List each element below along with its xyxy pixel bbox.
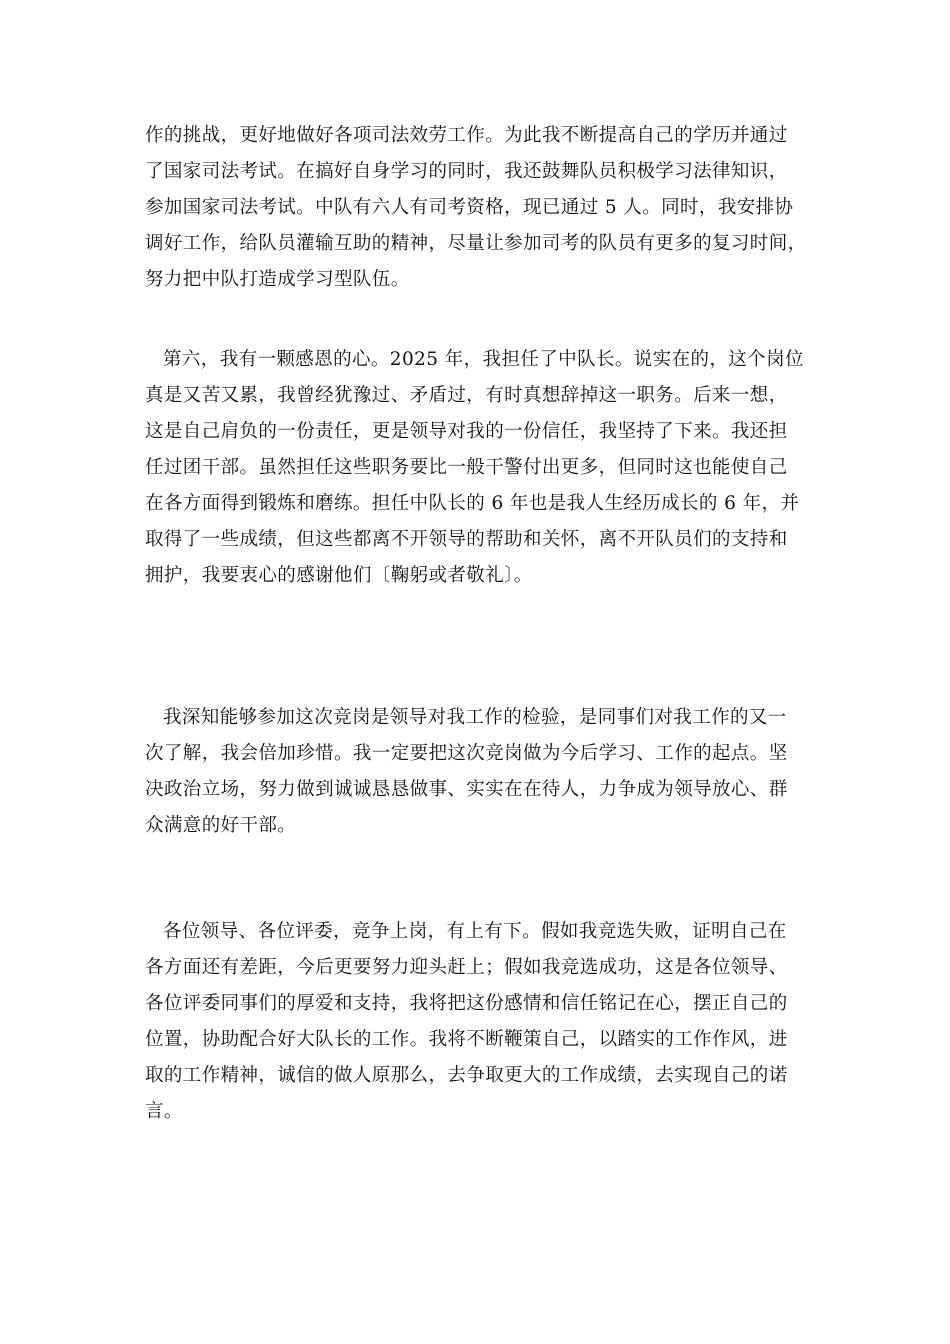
paragraph-1: [145, 118, 810, 298]
text-line: 第六，我有一颗感恩的心。2025 年，我担任了中队长。说实在的，这个岗位: [163, 349, 804, 370]
text-line: 各位领导、各位评委，竞争上岗，有上有下。假如我竞选失败，证明自己在: [163, 921, 787, 942]
text-line: 参加国家司法考试。中队有六人有司考资格，现已通过 5 人。同时，我安排协: [145, 197, 794, 218]
text-line: 众满意的好干部。: [145, 815, 297, 836]
paragraph-2: [145, 342, 810, 594]
text-line: 我深知能够参加这次竞岗是领导对我工作的检验，是同事们对我工作的又一: [163, 707, 787, 728]
text-line: 各位评委同事们的厚爱和支持，我将把这份感情和信任铭记在心，摆正自己的: [145, 993, 788, 1014]
text-line: 真是又苦又累，我曾经犹豫过、矛盾过，有时真想辞掉这一职务。后来一想，: [145, 385, 788, 406]
text-line: 作的挑战，更好地做好各项司法效劳工作。为此我不断提高自己的学历并通过: [145, 125, 788, 146]
paragraph-3: [145, 700, 810, 844]
text-line: 位置，协助配合好大队长的工作。我将不断鞭策自己，以踏实的工作作风，进: [145, 1029, 788, 1050]
text-line: 取的工作精神，诚信的做人原那么，去争取更大的工作成绩，去实现自己的诺: [145, 1065, 788, 1086]
text-line: 了国家司法考试。在搞好自身学习的同时，我还鼓舞队员积极学习法律知识，: [145, 161, 788, 182]
text-line: 努力把中队打造成学习型队伍。: [145, 269, 410, 290]
text-line: 决政治立场，努力做到诚诚恳恳做事、实实在在待人，力争成为领导放心、群: [145, 779, 788, 800]
text-line: 调好工作，给队员灌输互助的精神，尽量让参加司考的队员有更多的复习时间，: [145, 233, 807, 254]
text-line: 拥护，我要衷心的感谢他们〔鞠躬或者敬礼〕。: [145, 565, 533, 586]
text-line: 这是自己肩负的一份责任，更是领导对我的一份信任，我坚持了下来。我还担: [145, 421, 788, 442]
text-line: 次了解，我会倍加珍惜。我一定要把这次竞岗做为今后学习、工作的起点。坚: [145, 743, 788, 764]
text-line: 言。: [145, 1101, 183, 1122]
text-line: 在各方面得到锻炼和磨练。担任中队长的 6 年也是我人生经历成长的 6 年，并: [145, 493, 800, 514]
text-line: 取得了一些成绩，但这些都离不开领导的帮助和关怀，离不开队员们的支持和: [145, 529, 788, 550]
paragraph-4: [145, 914, 810, 1130]
text-line: 任过团干部。虽然担任这些职务要比一般干警付出更多，但同时这也能使自己: [145, 457, 788, 478]
text-line: 各方面还有差距，今后更要努力迎头赶上；假如我竞选成功，这是各位领导、: [145, 957, 788, 978]
